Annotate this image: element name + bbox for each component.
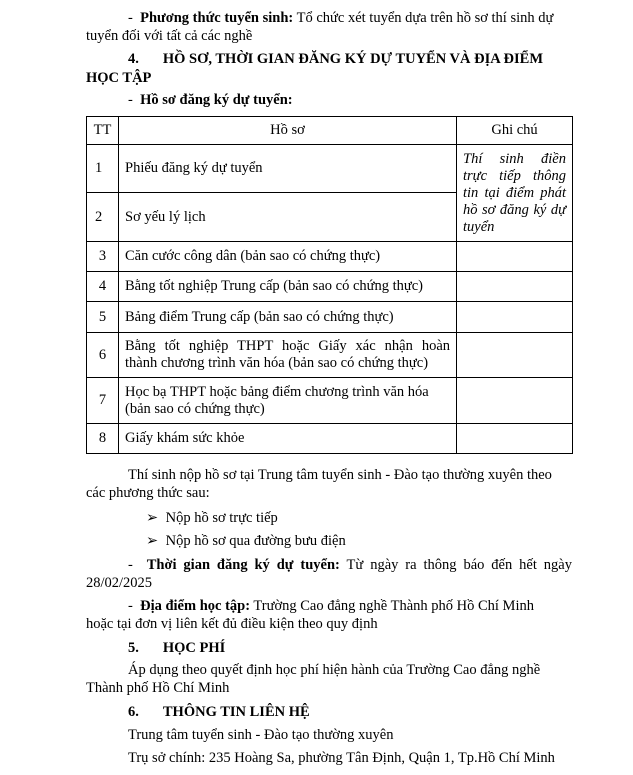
section-5-heading (128, 640, 225, 657)
row-note (457, 424, 573, 454)
row-number: 8 (87, 424, 119, 454)
row-document: Phiếu đăng ký dự tuyển (119, 145, 457, 193)
row-number: 1 (87, 145, 119, 193)
arrow-bullet-icon: ➢ (146, 533, 159, 549)
registration-time-line (128, 557, 572, 574)
table-row (87, 145, 573, 193)
admission-method-continuation: tuyển đối với tất cả các nghề (86, 28, 253, 44)
section-4-heading (128, 51, 543, 68)
row-number: 4 (87, 272, 119, 302)
row-number: 3 (87, 242, 119, 272)
header-note: Ghi chú (457, 117, 573, 145)
row-note (457, 272, 573, 302)
documents-subheading (128, 92, 293, 109)
study-location-text: Trường Cao đẳng nghề Thành phố Hồ Chí Minh (250, 598, 534, 614)
row-document: Bảng điểm Trung cấp (bản sao có chứng thực) (119, 302, 457, 333)
admission-method-text: Tổ chức xét tuyển dựa trên hồ sơ thí sinh dự (293, 10, 554, 26)
registration-time-text: Từ ngày ra thông báo đến hết ngày (339, 557, 572, 573)
header-tt: TT (87, 117, 119, 145)
row-number: 2 (87, 193, 119, 242)
row-document (119, 333, 457, 378)
row-document: Căn cước công dân (bản sao có chứng thực) (119, 242, 457, 272)
study-location-label: Địa điểm học tập: (140, 598, 251, 614)
row-document-line-2: (bản sao có chứng thực) (125, 400, 265, 417)
row-document: Bằng tốt nghiệp Trung cấp (bản sao có chứng thực) (119, 272, 457, 302)
section-title: HỒ SƠ, THỜI GIAN ĐĂNG KÝ DỰ TUYỂN VÀ ĐỊA ĐIỂM (162, 51, 544, 67)
dash: - (128, 557, 133, 573)
row-note (457, 302, 573, 333)
header-document: Hồ sơ (119, 117, 457, 145)
admission-method-label: Phương thức tuyển sinh: (140, 10, 294, 26)
row-note (457, 242, 573, 272)
row-note (457, 333, 573, 378)
section-title: HỌC PHÍ (162, 640, 226, 656)
documents-subheading-label: Hồ sơ đăng ký dự tuyển: (140, 92, 293, 108)
study-location-continuation: hoặc tại đơn vị liên kết đủ điều kiện theo quy định (86, 616, 378, 632)
table-row (87, 378, 573, 424)
table-row (87, 302, 573, 333)
submission-intro: Thí sinh nộp hồ sơ tại Trung tâm tuyển sinh - Đào tạo thường xuyên theo (128, 467, 552, 483)
dash: - (128, 92, 133, 108)
table-row (87, 242, 573, 272)
tuition-text-continuation: Thành phố Hồ Chí Minh (86, 680, 230, 696)
row-document-line-1: Học bạ THPT hoặc bảng điểm chương trình văn hóa (125, 383, 429, 400)
submission-option-label: Nộp hồ sơ qua đường bưu điện (165, 533, 346, 549)
row-document: Giấy khám sức khỏe (119, 424, 457, 454)
dash: - (128, 10, 133, 26)
row-number: 5 (87, 302, 119, 333)
table-row (87, 272, 573, 302)
contact-address: Trụ sở chính: 235 Hoàng Sa, phường Tân Định, Quận 1, Tp.Hồ Chí Minh (128, 750, 555, 766)
table-header-row (87, 117, 573, 145)
row-document-line-1: Bằng tốt nghiệp THPT hoặc Giấy xác nhận hoàn (125, 338, 450, 354)
section-6-heading (128, 704, 310, 721)
registration-time-label: Thời gian đăng ký dự tuyển: (146, 557, 340, 573)
section-4-heading-continuation: HỌC TẬP (86, 70, 152, 86)
submission-option (146, 510, 278, 527)
documents-table (86, 116, 573, 454)
submission-intro-continuation: các phương thức sau: (86, 485, 210, 501)
row-number: 7 (87, 378, 119, 424)
section-number: 5. (128, 640, 139, 656)
row-document-line-2: thành chương trình văn hóa (bản sao có chứng thực) (125, 355, 429, 371)
table-row (87, 424, 573, 454)
tuition-text: Áp dụng theo quyết định học phí hiện hành của Trường Cao đẳng nghề (128, 662, 541, 678)
study-location-line (128, 598, 534, 615)
table-row (87, 333, 573, 378)
submission-option (146, 533, 346, 550)
admission-method-line (128, 10, 553, 27)
section-number: 4. (128, 51, 139, 67)
row-number: 6 (87, 333, 119, 378)
section-title: THÔNG TIN LIÊN HỆ (162, 704, 310, 720)
row-document (119, 378, 457, 424)
dash: - (128, 598, 133, 614)
contact-center: Trung tâm tuyển sinh - Đào tạo thường xuyên (128, 727, 394, 743)
arrow-bullet-icon: ➢ (146, 510, 159, 526)
row-document: Sơ yếu lý lịch (119, 193, 457, 242)
registration-deadline: 28/02/2025 (86, 575, 153, 591)
section-number: 6. (128, 704, 139, 720)
note-merged: Thí sinh điền trực tiếp thông tin tại điểm phát hồ sơ đăng ký dự tuyển (457, 145, 573, 242)
row-note (457, 378, 573, 424)
submission-option-label: Nộp hồ sơ trực tiếp (165, 510, 278, 526)
